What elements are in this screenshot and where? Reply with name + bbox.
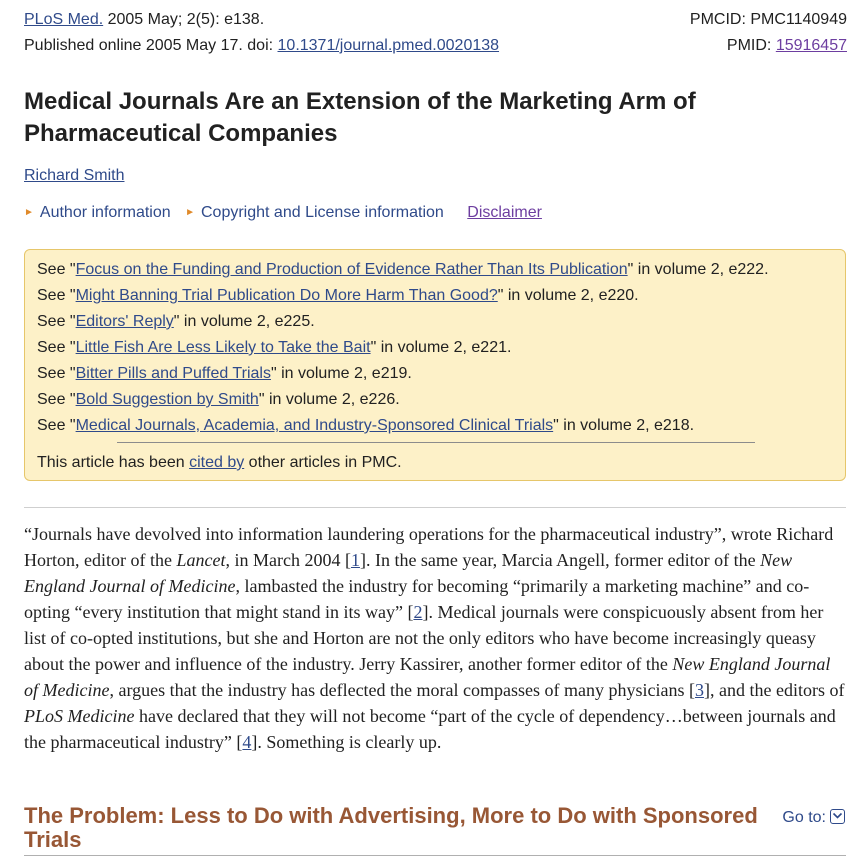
goto-dropdown[interactable] — [782, 807, 845, 828]
pmid-link[interactable]: 15916457 — [775, 37, 847, 54]
journal-name: New England Journal of Medicine — [24, 550, 793, 596]
text-run: , in March 2004 [ — [225, 550, 351, 570]
journal-name: Lancet — [176, 550, 226, 570]
chevron-down-icon — [830, 809, 845, 824]
citation-issue: 2005 May; 2(5): e138. — [103, 11, 265, 28]
related-suffix: " in volume 2, e220. — [497, 287, 639, 304]
related-prefix: See " — [37, 313, 76, 330]
section-heading: The Problem: Less to Do with Advertising, More to Do with Sponsored Trials — [24, 803, 758, 852]
text-run: ]. Something is clearly up. — [251, 732, 442, 752]
text-run: , argues that the industry has deflected the moral compasses of many physicians [ — [109, 680, 695, 700]
author-line — [24, 166, 124, 186]
related-link[interactable]: Focus on the Funding and Production of Evidence Rather Than Its Publication — [75, 261, 628, 278]
related-link[interactable]: Editors' Reply — [75, 313, 174, 330]
cited-by-suffix: other articles in PMC. — [244, 454, 402, 471]
author-info-label: Author information — [39, 204, 171, 221]
related-suffix: " in volume 2, e221. — [370, 339, 512, 356]
cited-by-link[interactable]: cited by — [189, 454, 245, 471]
article-title: Medical Journals Are an Extension of the Marketing Arm of Pharmaceutical Companies — [24, 88, 696, 147]
triangle-right-icon: ► — [185, 207, 195, 218]
text-run: ]. Medical journals were conspicuously absent from her list of co-opted institutions, but she and Horton are not the only editors who have become increasingly queasy about the power and influence of the industry. Jerry Kassirer, another former editor of the — [24, 602, 824, 674]
journal-name: New England Journal of Medicine — [24, 654, 831, 700]
cited-by-prefix: This article has been — [37, 454, 190, 471]
citation-line — [24, 10, 847, 30]
divider — [117, 442, 755, 443]
text-run: , lambasted the industry for becoming “primarily a marketing machine” and co-opting “every institution that might stand in its way” [ — [24, 576, 810, 622]
related-item — [37, 338, 511, 358]
related-prefix: See " — [37, 391, 76, 408]
related-prefix: See " — [37, 261, 76, 278]
related-suffix: " in volume 2, e218. — [553, 417, 695, 434]
related-prefix: See " — [37, 287, 76, 304]
related-link[interactable]: Bold Suggestion by Smith — [75, 391, 259, 408]
related-prefix: See " — [37, 339, 76, 356]
related-item — [37, 286, 639, 306]
journal-name: PLoS Medicine — [24, 706, 135, 726]
related-item — [37, 416, 694, 436]
published-label: Published online 2005 May 17. doi: — [24, 37, 278, 54]
related-prefix: See " — [37, 365, 76, 382]
related-item — [37, 312, 315, 332]
text-run: “Journals have devolved into information laundering operations for the pharmaceutical industry”, wrote Richard Horton, editor of the — [24, 524, 834, 570]
published-line — [24, 36, 847, 56]
cited-by-line — [37, 453, 402, 473]
pmid-container — [727, 36, 847, 56]
goto-label: Go to: — [782, 809, 826, 826]
related-item — [37, 390, 400, 410]
triangle-right-icon: ► — [24, 207, 34, 218]
related-link[interactable]: Medical Journals, Academia, and Industry-Sponsored Clinical Trials — [75, 417, 554, 434]
copyright-toggle[interactable] — [185, 204, 454, 221]
copyright-label: Copyright and License information — [201, 204, 444, 221]
text-run: ]. In the same year, Marcia Angell, former editor of the — [359, 550, 761, 570]
reference-link[interactable]: 4 — [242, 732, 252, 752]
related-suffix: " in volume 2, e226. — [258, 391, 400, 408]
related-suffix: " in volume 2, e222. — [627, 261, 769, 278]
pmcid: PMCID: PMC1140949 — [689, 11, 847, 28]
reference-link[interactable]: 1 — [350, 550, 360, 570]
related-link[interactable]: Little Fish Are Less Likely to Take the Bait — [75, 339, 371, 356]
reference-link[interactable]: 3 — [694, 680, 704, 700]
related-link[interactable]: Might Banning Trial Publication Do More Harm Than Good? — [75, 287, 498, 304]
text-run: ], and the editors of — [703, 680, 845, 700]
body-paragraph — [24, 521, 846, 755]
text-run: have declared that they will not become “part of the cycle of dependency…between journals and the pharmaceutical industry” [ — [24, 706, 836, 752]
divider — [24, 507, 846, 508]
journal-link[interactable]: PLoS Med. — [24, 11, 104, 28]
related-prefix: See " — [37, 417, 76, 434]
disclaimer-link[interactable]: Disclaimer — [467, 204, 542, 221]
meta-links — [24, 203, 542, 225]
related-suffix: " in volume 2, e225. — [173, 313, 315, 330]
reference-link[interactable]: 2 — [413, 602, 423, 622]
section-divider — [24, 855, 846, 856]
author-info-toggle[interactable] — [24, 204, 181, 221]
related-item — [37, 364, 412, 384]
author-link[interactable]: Richard Smith — [24, 167, 125, 184]
related-articles-box — [24, 249, 846, 481]
related-suffix: " in volume 2, e219. — [270, 365, 412, 382]
pmid-label: PMID: — [726, 37, 776, 54]
related-link[interactable]: Bitter Pills and Puffed Trials — [75, 365, 271, 382]
doi-link[interactable]: 10.1371/journal.pmed.0020138 — [277, 37, 500, 54]
related-item — [37, 260, 769, 280]
